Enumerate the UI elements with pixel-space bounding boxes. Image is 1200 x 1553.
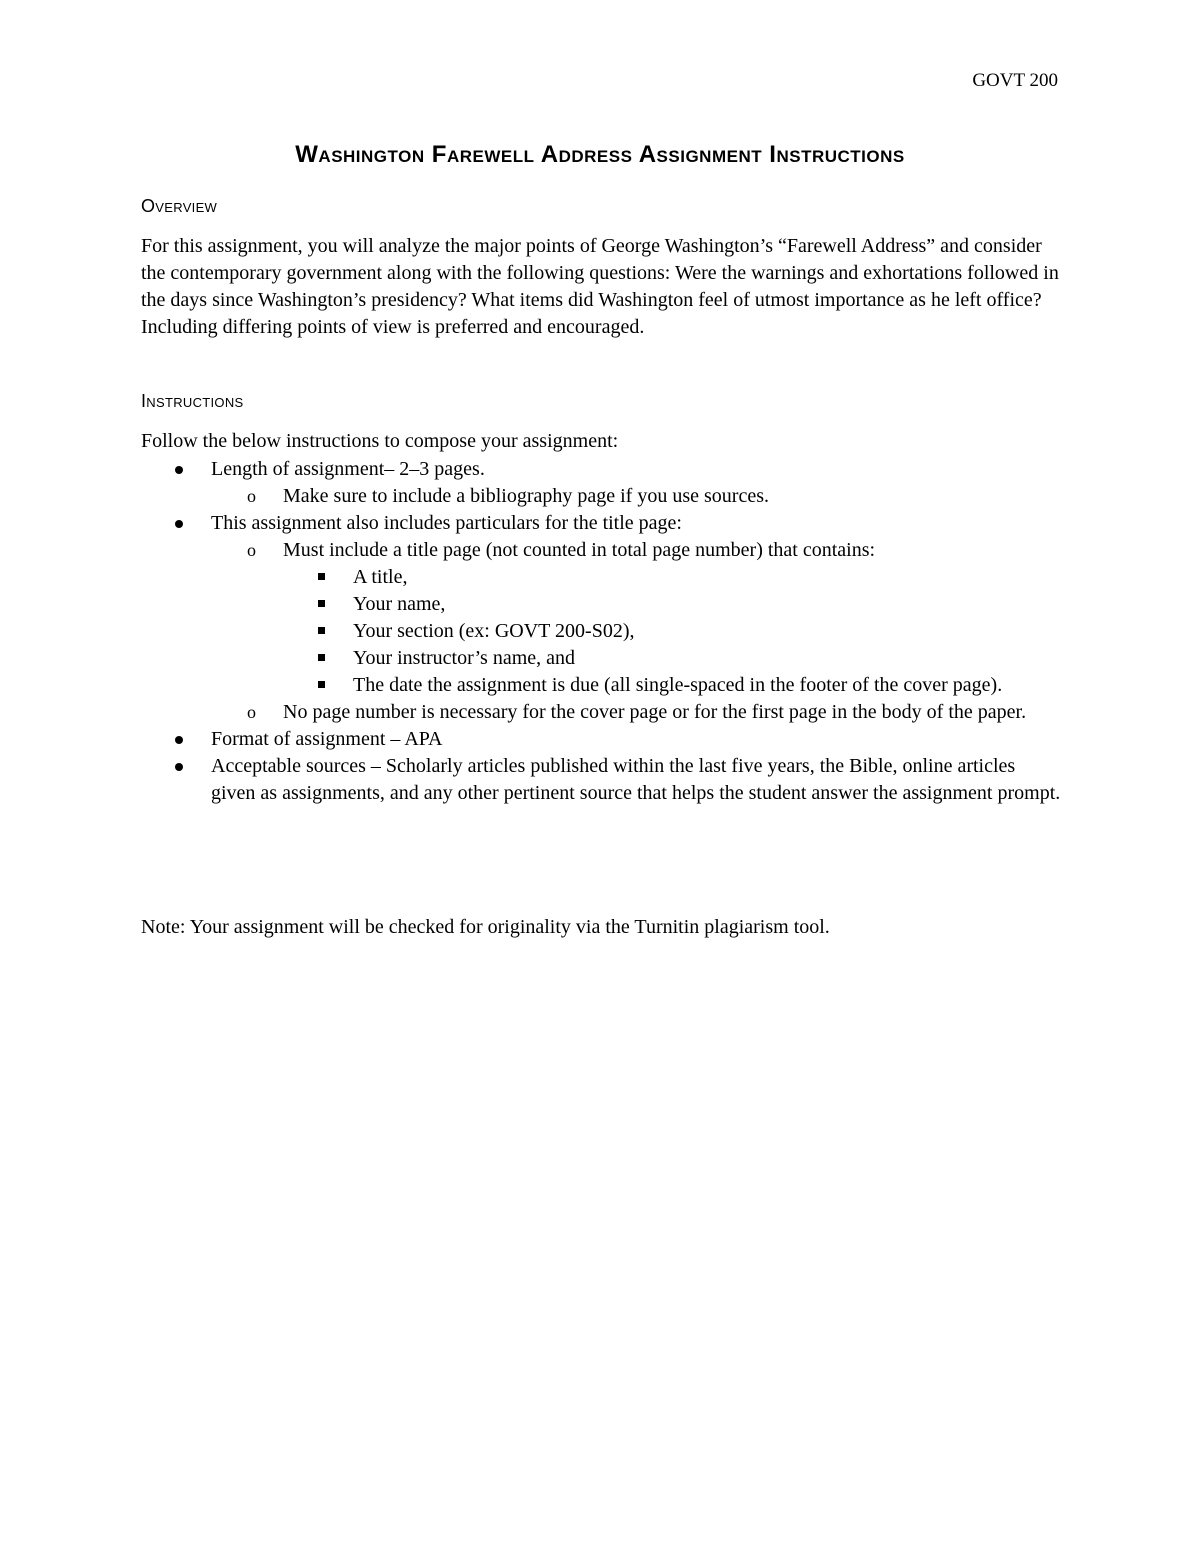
- instructions-intro: Follow the below instructions to compose your assignment:: [141, 430, 619, 452]
- list-item-text: This assignment also includes particulars for the title page:: [211, 512, 682, 534]
- bullet-icon: [175, 763, 183, 771]
- instructions-heading: Instructions: [141, 391, 244, 411]
- list-item: [0, 537, 1061, 564]
- bullet-icon: [175, 520, 183, 528]
- list-item: [0, 564, 1058, 591]
- square-bullet-icon: [318, 681, 325, 688]
- circle-bullet-icon: o: [247, 540, 256, 560]
- overview-heading: Overview: [141, 196, 218, 216]
- square-bullet-icon: [318, 573, 325, 580]
- overview-paragraph: For this assignment, you will analyze the major points of George Washington’s “Farewell Address” and consider the contemporary government along with the following questions: Were the warnings and exhortations followed in the days since Washington’s presidency? What items did Washington feel of utmost importance as he left office? Including differing points of view is preferred and encouraged.: [141, 235, 1059, 338]
- list-item-text: Make sure to include a bibliography page if you use sources.: [283, 485, 769, 507]
- list-item-text: Length of assignment– 2–3 pages.: [211, 458, 485, 480]
- originality-note: Note: Your assignment will be checked for originality via the Turnitin plagiarism tool.: [141, 916, 830, 938]
- list-item-text: The date the assignment is due (all single-spaced in the footer of the cover page).: [353, 674, 1003, 696]
- list-item: [0, 618, 1058, 645]
- course-header: GOVT 200: [972, 70, 1058, 91]
- list-item: [0, 726, 1061, 753]
- list-item: [0, 591, 1058, 618]
- list-item: [0, 645, 1058, 672]
- document-title: Washington Farewell Address Assignment Instructions: [295, 141, 905, 168]
- list-item-text: Your name,: [353, 593, 446, 615]
- list-item-text: Your instructor’s name, and: [353, 647, 576, 669]
- list-item-text: Your section (ex: GOVT 200-S02),: [353, 620, 635, 642]
- instructions-list: [0, 456, 1200, 807]
- circle-bullet-icon: o: [247, 486, 256, 506]
- list-item: [0, 483, 1061, 510]
- square-bullet-icon: [318, 654, 325, 661]
- list-item: [0, 699, 1061, 726]
- list-item: [0, 456, 1061, 483]
- list-item-text: Must include a title page (not counted in total page number) that contains:: [283, 539, 876, 561]
- list-item-text: Format of assignment – APA: [211, 728, 443, 750]
- list-item: [0, 753, 1061, 807]
- list-item-text: A title,: [353, 566, 408, 588]
- list-item-text: Acceptable sources – Scholarly articles published within the last five years, the Bible, online articles given as assignments, and any other pertinent source that helps the student answer the assignment prompt.: [211, 755, 1061, 804]
- bullet-icon: [175, 736, 183, 744]
- list-item: [0, 510, 1061, 537]
- square-bullet-icon: [318, 627, 325, 634]
- square-bullet-icon: [318, 600, 325, 607]
- list-item: [0, 672, 1058, 699]
- circle-bullet-icon: o: [247, 702, 256, 722]
- list-item-text: No page number is necessary for the cover page or for the first page in the body of the paper.: [283, 701, 1027, 723]
- bullet-icon: [175, 466, 183, 474]
